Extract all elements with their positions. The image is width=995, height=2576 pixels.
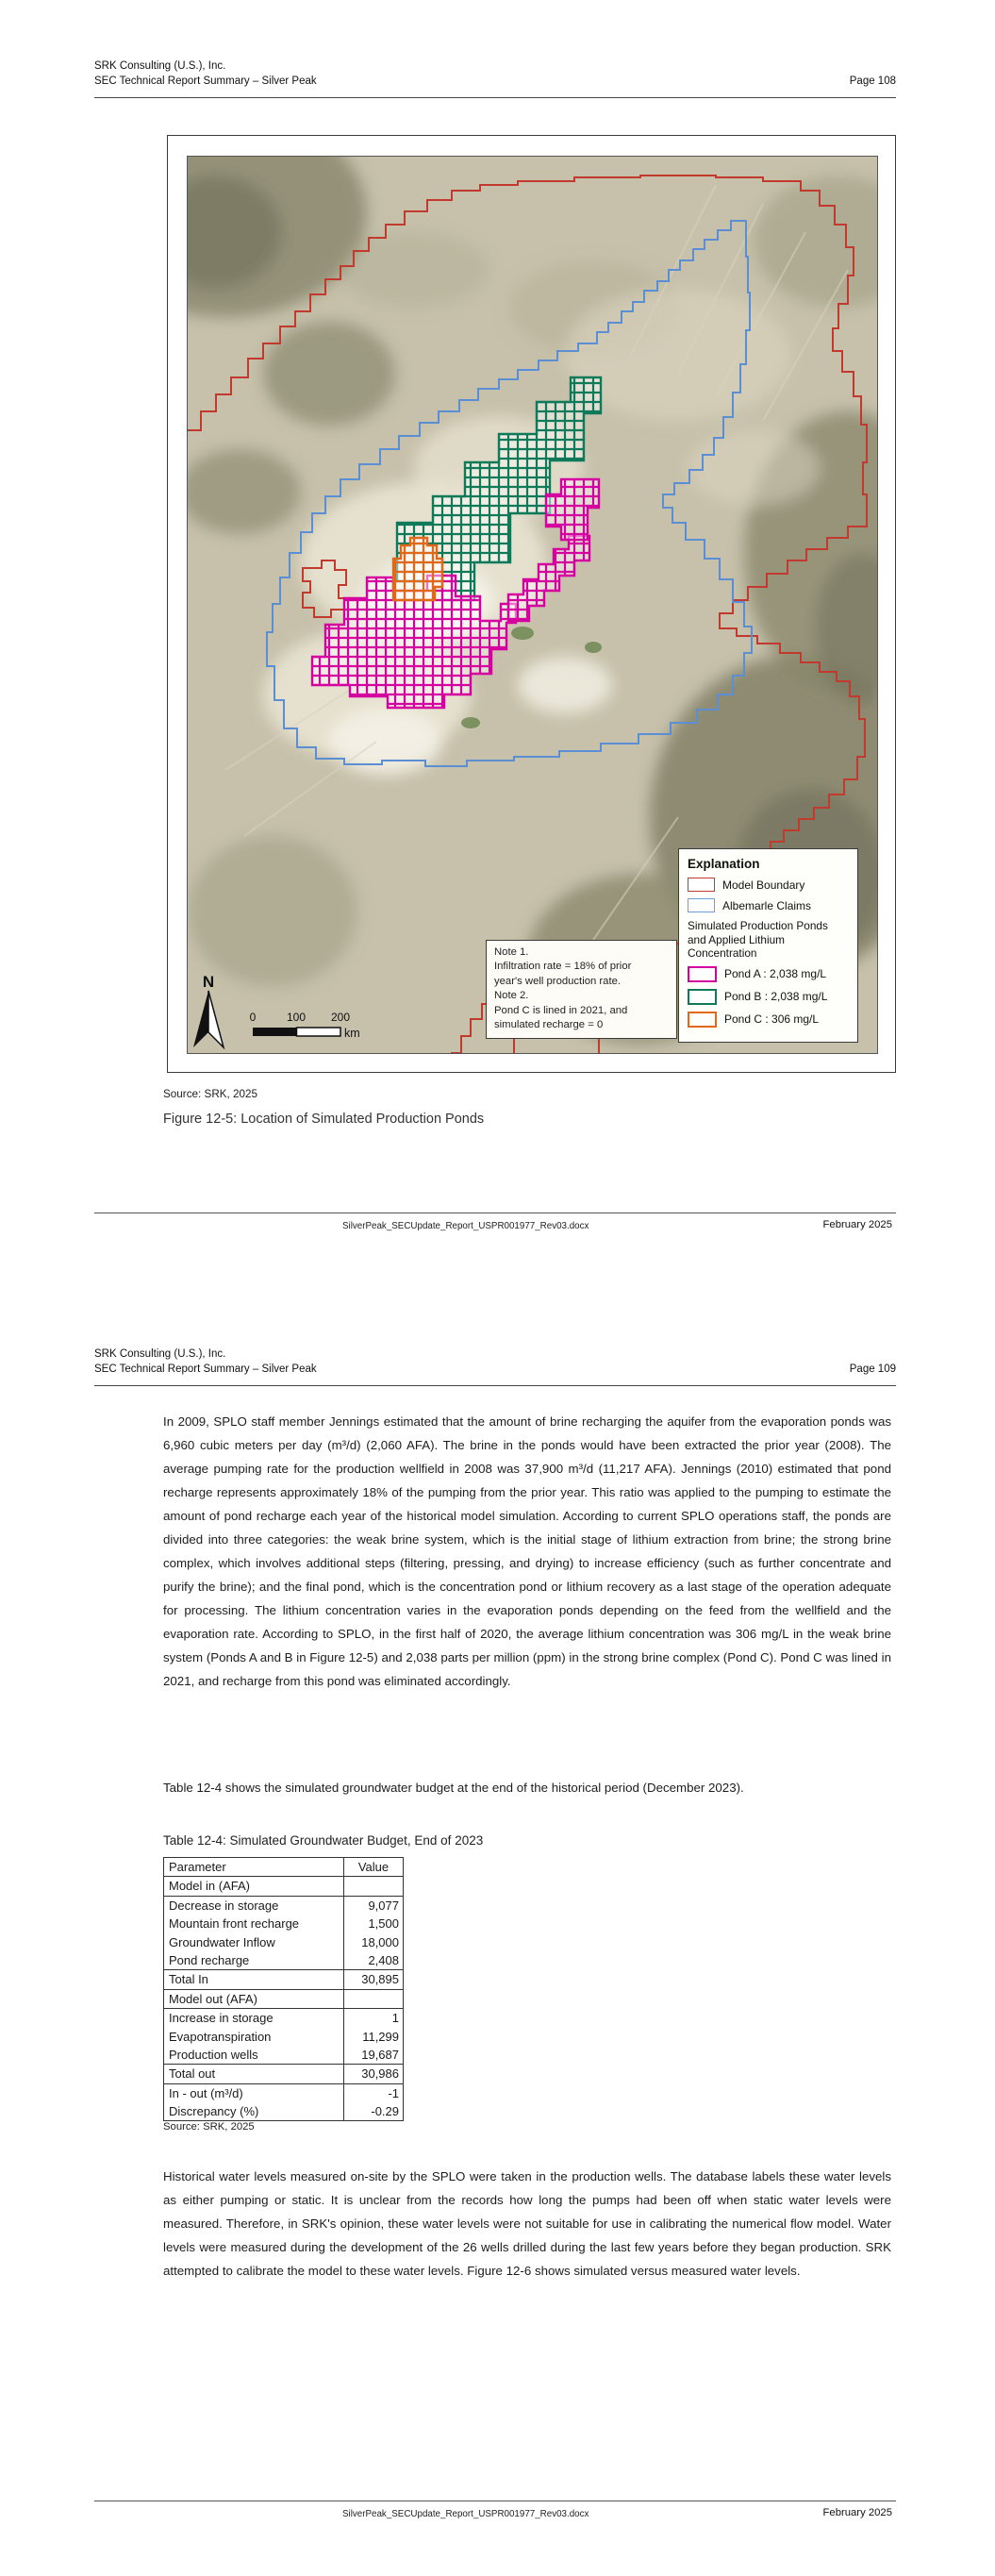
body-paragraph-2: Table 12-4 shows the simulated groundwater budget at the end of the historical period (December 2023). [163,1781,744,1795]
page1-footer [94,1213,896,1242]
cell-parameter: Model out (AFA) [169,1991,257,2006]
scale-unit: km [344,1027,360,1040]
pond-c-swatch-icon [688,1012,717,1028]
cell-parameter: In - out (m³/d) [169,2085,243,2100]
legend-item-claims [688,898,849,912]
legend-label: Albemarle Claims [722,898,812,912]
table-row [164,2083,403,2102]
cell-parameter: Model in (AFA) [169,1879,250,1894]
pond-b-swatch-icon [688,989,717,1005]
company-name: SRK Consulting (U.S.), Inc. [94,1348,226,1360]
cell-value: 1 [343,2009,403,2027]
legend-label: Pond B : 2,038 mg/L [724,990,828,1003]
cell-value: 18,000 [343,1933,403,1951]
col-header-parameter: Parameter [169,1860,226,1874]
footer-date: February 2025 [822,1219,892,1230]
table-row [164,1969,403,1988]
note-line: year's well production rate. [494,975,622,987]
cell-parameter: Decrease in storage [169,1898,279,1913]
cell-parameter: Total In [169,1972,208,1987]
note-line: Infiltration rate = 18% of prior [494,961,632,973]
table-row [164,2046,403,2064]
scale-tick-100: 100 [286,1011,307,1024]
legend-item-pond-b [688,989,849,1005]
figure-source: Source: SRK, 2025 [163,1088,258,1100]
note-line: Note 2. [494,990,529,1002]
cell-value: -0.29 [343,2102,403,2120]
report-title: SEC Technical Report Summary – Silver Peak [94,75,317,87]
table-row [164,1915,403,1932]
footer-date: February 2025 [822,2507,892,2518]
page2-footer [94,2501,896,2530]
groundwater-budget-table [163,1857,404,2121]
cell-parameter: Discrepancy (%) [169,2104,259,2119]
claims-swatch-icon [688,898,715,912]
body-paragraph-1: In 2009, SPLO staff member Jennings estimated that the amount of brine recharging the aquifer from the evaporation ponds was 6,960 cubic meters per day (m³/d) (2,060 AFA). The brine in the ponds would have been extracted the prior year (2008). The average pumping rate for the production wellfield in 2008 was 37,900 m³/d (11,217 AFA). Jennings (2010) estimated that pond recharge represents approximately 18% of the pumping from the prior year. This ratio was applied to the pumping to estimate the amount of pond recharge each year of the historical model simulation. According to current SPLO operations staff, the ponds are divided into three categories: the weak brine system, which is the initial stage of lithium extraction from brine; the strong brine complex, which involves additional steps (filtering, pressing, and drying) to increase efficiency (such as further concentrate and purify the brine); and the final pond, which is the concentration pond or lithium recovery as a last stage of the operation adequate for processing. The lithium concentration varies in the evaporation ponds depending on the feed from the wellfield and the evaporation rate. According to SPLO, in the first half of 2020, the average lithium concentration was 306 mg/L in the weak brine system (Ponds A and B in Figure 12-5) and 2,038 parts per million (ppm) in the strong brine complex (Pond C). Pond C was lined in 2021, and recharge from this pond was eliminated accordingly. [163,1414,891,1688]
page1-header [94,59,896,98]
cell-value: 30,986 [343,2065,403,2083]
map-legend [678,848,858,1043]
note-line: simulated recharge = 0 [494,1019,604,1031]
page-number: Page 109 [849,1363,896,1375]
page-number: Page 108 [849,75,896,87]
table-row [164,2064,403,2083]
cell-value: 2,408 [343,1951,403,1969]
table-row [164,1933,403,1951]
cell-value: 19,687 [343,2046,403,2064]
cell-parameter: Total out [169,2066,216,2082]
legend-ponds-heading: Simulated Production Ponds and Applied Lithium Concentration [688,919,828,960]
cell-value: 30,895 [343,1970,403,1988]
legend-label: Pond A : 2,038 mg/L [724,967,827,980]
cell-parameter: Mountain front recharge [169,1916,300,1932]
table-title: Table 12-4: Simulated Groundwater Budget, End of 2023 [163,1833,484,1848]
cell-parameter: Evapotranspiration [169,2029,272,2044]
table-row [164,2028,403,2046]
pond-a-swatch-icon [688,966,717,982]
cell-value [343,1990,403,2008]
cell-value: 1,500 [343,1915,403,1932]
cell-parameter: Increase in storage [169,2011,274,2026]
legend-item-model-boundary [688,878,849,892]
model-boundary-swatch-icon [688,878,715,892]
scale-tick-200: 200 [330,1011,351,1024]
footer-filename: SilverPeak_SECUpdate_Report_USPR001977_Rev03.docx [342,1221,589,1231]
legend-title: Explanation [688,857,760,871]
footer-filename: SilverPeak_SECUpdate_Report_USPR001977_Rev03.docx [342,2509,589,2519]
cell-parameter: Production wells [169,2047,258,2062]
table-row [164,2008,403,2027]
table-source: Source: SRK, 2025 [163,2121,255,2133]
legend-label: Model Boundary [722,878,805,892]
cell-value [343,1877,403,1895]
pond-c-area [393,538,442,600]
legend-item-pond-c [688,1012,849,1028]
table-row [164,1951,403,1969]
cell-parameter: Groundwater Inflow [169,1934,275,1949]
body-paragraph-3: Historical water levels measured on-site by the SPLO were taken in the production wells. The database labels these water levels as either pumping or static. It is unclear from the records how long the pumps had been off when static water levels were measured. Therefore, in SRK's opinion, these water levels were not suitable for use in calibrating the numerical flow model. Water levels were measured during the development of the 26 wells drilled during the last few years before they began production. SRK attempted to calibrate the model to these water levels. Figure 12-6 shows simulated versus measured water levels. [163,2169,891,2278]
figure-caption: Figure 12-5: Location of Simulated Production Ponds [163,1112,485,1127]
cell-value: 9,077 [343,1897,403,1915]
note-line: Note 1. [494,946,529,958]
legend-item-pond-a [688,966,849,982]
table-row [164,1989,403,2008]
cell-value: -1 [343,2084,403,2102]
company-name: SRK Consulting (U.S.), Inc. [94,60,226,72]
page2-header [94,1347,896,1386]
scale-tick-0: 0 [249,1011,257,1024]
cell-value: 11,299 [343,2028,403,2046]
note-line: Pond C is lined in 2021, and [494,1004,628,1016]
cell-parameter: Pond recharge [169,1952,250,1967]
report-title: SEC Technical Report Summary – Silver Peak [94,1363,317,1375]
table-row [164,2102,403,2120]
col-header-value: Value [343,1858,403,1876]
note-box [486,940,677,1039]
north-label: N [202,973,215,991]
legend-label: Pond C : 306 mg/L [724,1012,820,1026]
table-header-row [164,1858,403,1876]
table-row [164,1876,403,1895]
table-row [164,1896,403,1915]
